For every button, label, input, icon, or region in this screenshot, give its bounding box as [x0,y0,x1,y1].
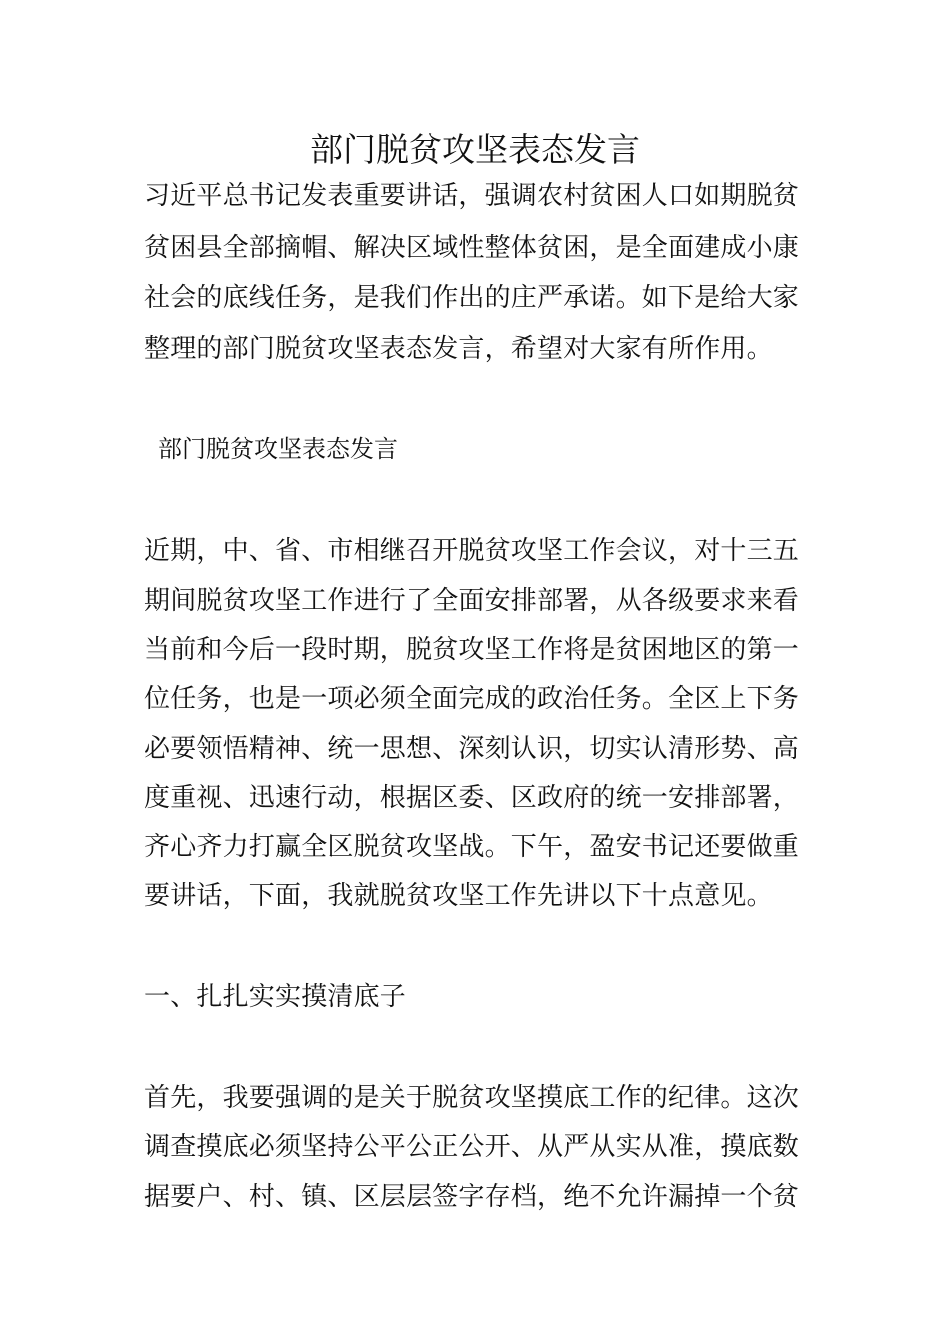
section-heading: 一、扎扎实实摸清底子 [144,982,407,1012]
body-line: 必要领悟精神、统一思想、深刻认识，切实认清形势、高 [144,734,800,764]
intro-line: 整理的部门脱贫攻坚表态发言，希望对大家有所作用。 [144,334,773,364]
body-line: 齐心齐力打赢全区脱贫攻坚战。下午，盈安书记还要做重 [144,832,800,862]
body-line: 要讲话，下面，我就脱贫攻坚工作先讲以下十点意见。 [144,881,773,911]
section-line: 据要户、村、镇、区层层签字存档，绝不允许漏掉一个贫 [144,1182,800,1212]
document-title: 部门脱贫攻坚表态发言 [310,130,640,169]
intro-line: 习近平总书记发表重要讲话，强调农村贫困人口如期脱贫 [144,181,800,211]
intro-line: 社会的底线任务，是我们作出的庄严承诺。如下是给大家 [144,283,800,313]
body-line: 位任务，也是一项必须全面完成的政治任务。全区上下务 [144,684,800,714]
section-line: 首先，我要强调的是关于脱贫攻坚摸底工作的纪律。这次 [144,1083,800,1113]
body-line: 当前和今后一段时期，脱贫攻坚工作将是贫困地区的第一 [144,635,800,665]
section-line: 调查摸底必须坚持公平公正公开、从严从实从准，摸底数 [144,1132,800,1162]
speech-subtitle: 部门脱贫攻坚表态发言 [158,435,398,463]
intro-line: 贫困县全部摘帽、解决区域性整体贫困，是全面建成小康 [144,233,800,263]
body-line: 度重视、迅速行动，根据区委、区政府的统一安排部署， [144,783,800,813]
body-line: 期间脱贫攻坚工作进行了全面安排部署，从各级要求来看 [144,586,800,616]
body-line: 近期，中、省、市相继召开脱贫攻坚工作会议，对十三五 [144,536,800,566]
